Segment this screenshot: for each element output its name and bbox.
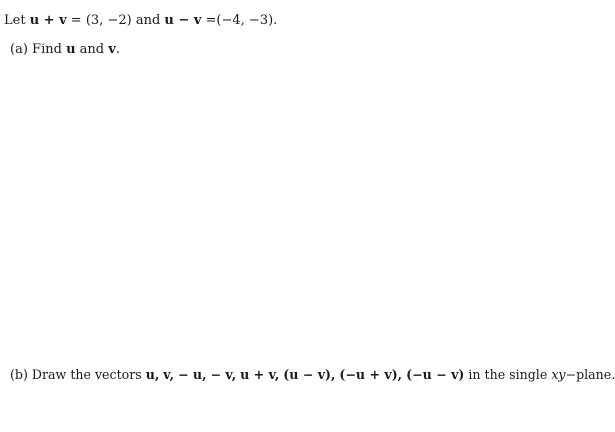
vector-list-neg-u-minus-v: (−u − v) [406,367,465,382]
difference-value: (−4, −3) [216,13,274,28]
vector-u: u [66,42,76,57]
vector-list-u-plus-v: u + v, [240,367,280,382]
difference-expression: u − v [164,13,202,28]
part-a [10,42,120,58]
part-a-and: and [79,42,105,57]
part-b-text: Draw the vectors [31,367,142,382]
problem-statement [4,13,277,29]
part-b-label: (b) [10,367,28,382]
vector-v: v [108,42,116,57]
part-a-period: . [115,42,120,57]
sum-value: (3, −2) [85,13,132,28]
vector-list-v: v, [163,367,174,382]
conjunction: and [135,13,161,28]
vector-list-neg-v: − v, [210,367,237,382]
plane-suffix: −plane. [565,367,615,382]
part-a-text: Find [32,42,62,57]
vector-list-u-minus-v: (u − v), [283,367,336,382]
part-b-text-after: in the single [468,367,548,382]
lead-word: Let [4,13,26,28]
part-b [10,367,615,383]
equals-sign-1: = [70,13,82,28]
equals-sign-2: = [205,13,217,28]
intro-period: . [273,13,278,28]
vector-list-neg-u: − u, [177,367,207,382]
plane-variable: xy [551,367,566,382]
part-a-label: (a) [10,42,28,57]
vector-list-u: u, [145,367,160,382]
sum-expression: u + v [29,13,67,28]
vector-list-neg-u-plus-v: (−u + v), [339,367,403,382]
